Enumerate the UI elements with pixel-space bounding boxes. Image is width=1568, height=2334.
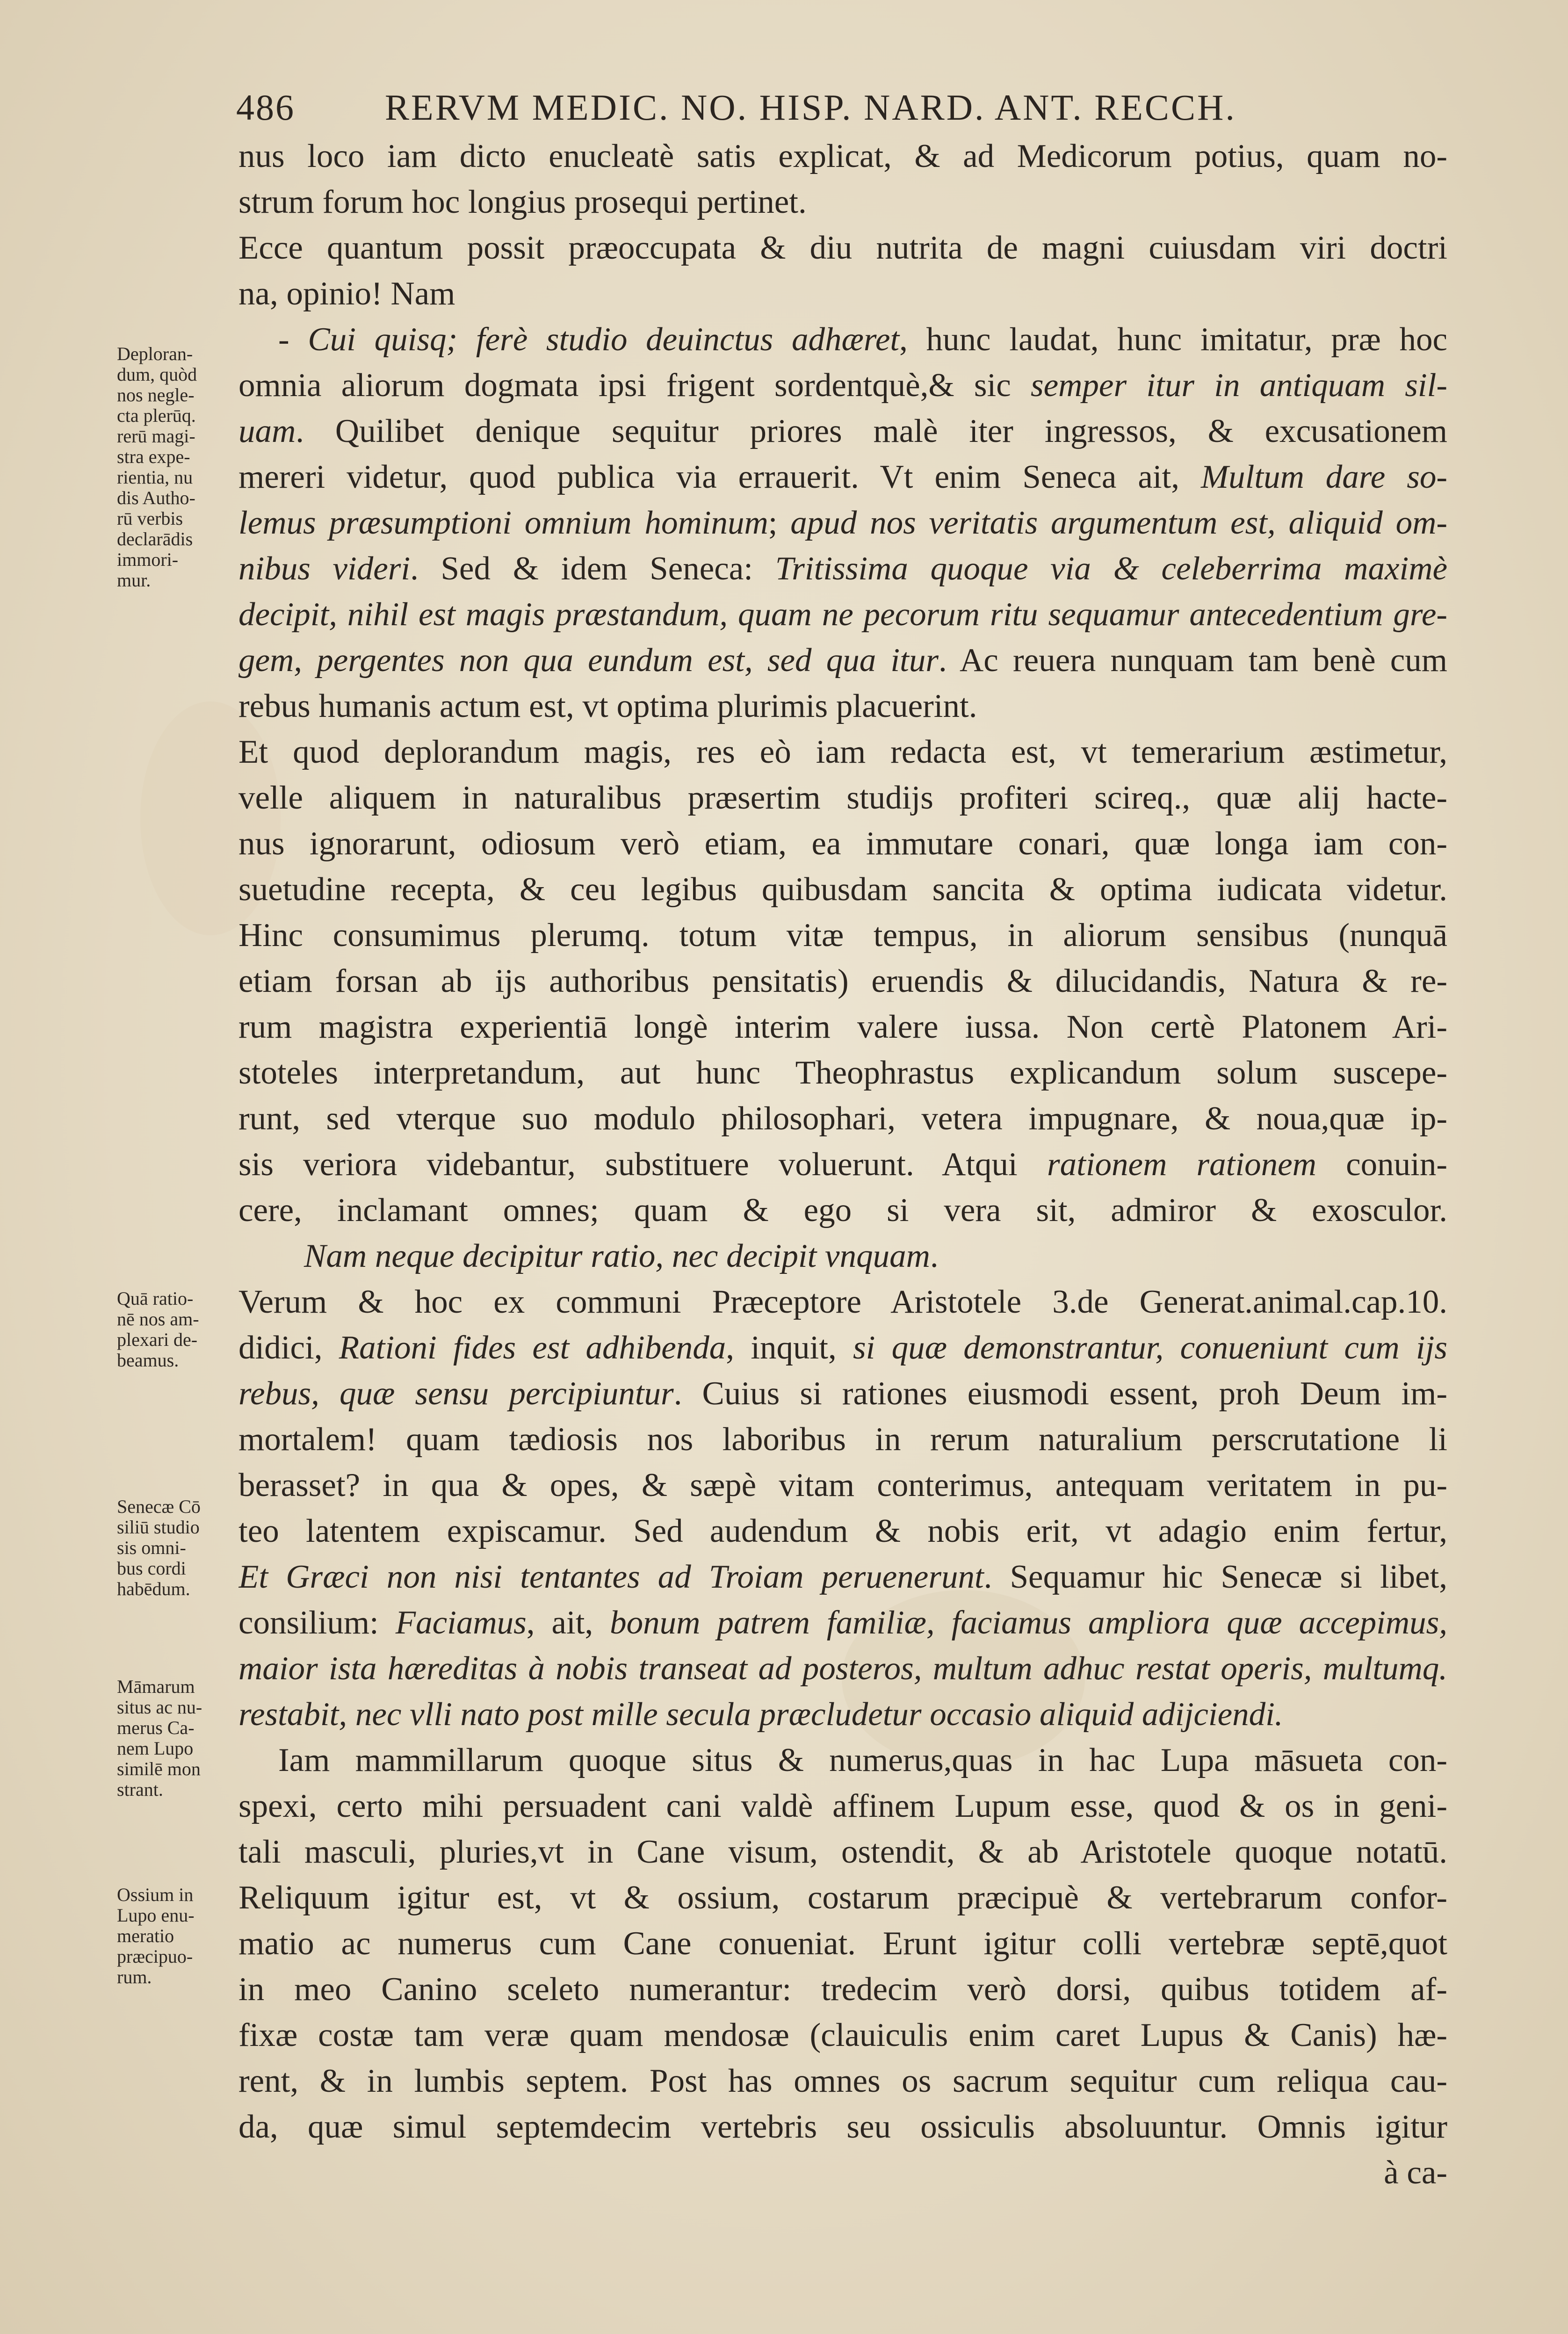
text-line	[238, 592, 1447, 637]
italic-text: Multum dare so-	[1200, 459, 1447, 495]
text-line	[238, 1142, 1447, 1187]
text-line	[238, 1508, 1447, 1554]
italic-text: bonum patrem familiæ, faciamus ampliora quæ accepimus,	[610, 1604, 1447, 1641]
text-line	[238, 1371, 1447, 1416]
text-run: -	[278, 321, 308, 358]
text-line	[238, 1554, 1447, 1600]
text-run: omnia aliorum dogmata ipsi frigent sordentquè,& sic	[238, 367, 1031, 404]
text-line	[238, 454, 1447, 500]
text-line	[238, 179, 1447, 225]
marginal-line: siliū studio	[117, 1517, 200, 1538]
text-run: mortalem! quam tædiosis nos laboribus in rerum naturalium perscrutatione li	[238, 1421, 1447, 1458]
text-run: na, opinio! Nam	[238, 275, 455, 312]
marginal-line: cta plerūq.	[117, 405, 196, 426]
text-run: da, quæ simul septemdecim vertebris seu ossiculis absoluuntur. Omnis igitur	[238, 2109, 1447, 2145]
page-header	[236, 82, 1349, 133]
text-run: . Quilibet denique sequitur priores malè iter ingressos, & excusationem	[296, 413, 1447, 449]
main-text	[238, 133, 1447, 2196]
text-run: . Ac reuera nunquam tam benè cum	[939, 642, 1447, 679]
marginal-line: nos negle-	[117, 384, 195, 405]
text-run: rum magistra experientiā longè interim valere iussa. Non certè Platonem Ari-	[238, 1009, 1447, 1045]
text-run: matio ac numerus cum Cane conueniat. Erunt igitur colli vertebræ septē,quot	[238, 1925, 1447, 1962]
text-line	[238, 1096, 1447, 1142]
marginal-line: similē mon	[117, 1758, 201, 1779]
text-run: berasset? in qua & opes, & sæpè vitam conterimus, antequam veritatem in pu-	[238, 1467, 1447, 1503]
page-number: 486	[236, 87, 295, 128]
marginal-line: Quā ratio-	[117, 1288, 194, 1309]
text-run: in meo Canino sceleto numerantur: tredecim verò dorsi, quibus totidem af-	[238, 1971, 1447, 2008]
marginal-line: Senecæ Cō	[117, 1496, 201, 1517]
marginal-line: meratio	[117, 1925, 174, 1946]
text-run: rebus humanis actum est, vt optima plurimis placuerint.	[238, 688, 977, 724]
italic-text: decipit, nihil est magis præstandum, quam ne pecorum ritu sequamur antecedentium gre-	[238, 596, 1447, 633]
text-line	[238, 1921, 1447, 1966]
italic-text: lemus præsumptioni omnium hominum	[238, 505, 768, 541]
text-run: strum forum hoc longius prosequi pertinet.	[238, 184, 807, 220]
marginal-line: merus Ca-	[117, 1717, 195, 1738]
text-line	[238, 408, 1447, 454]
text-line	[238, 912, 1447, 958]
text-line	[238, 362, 1447, 408]
marginal-note-ossium	[117, 1885, 231, 1987]
text-run: à ca-	[1384, 2154, 1447, 2191]
text-line	[238, 546, 1447, 592]
text-run: Verum & hoc ex communi Præceptore Aristotele 3.de Generat.animal.cap.10.	[238, 1284, 1447, 1320]
text-line	[238, 958, 1447, 1004]
text-run: fixæ costæ tam veræ quam mendosæ (clauiculis enim caret Lupus & Canis) hæ-	[238, 2017, 1447, 2053]
text-line	[238, 1966, 1447, 2012]
text-line	[238, 729, 1447, 775]
marginal-line: rerū magi-	[117, 426, 195, 447]
text-run: .	[930, 1238, 939, 1274]
marginal-line: rientia, nu	[117, 467, 193, 488]
marginal-line: strant.	[117, 1779, 163, 1800]
text-run: Et quod deplorandum magis, res eò iam redacta est, vt temerarium æstimetur,	[238, 734, 1447, 770]
italic-text: nibus videri	[238, 550, 411, 587]
marginal-line: stra expe-	[117, 446, 190, 467]
text-line	[238, 1187, 1447, 1233]
italic-text: rationem rationem	[1047, 1146, 1316, 1183]
italic-text: gem, pergentes non qua eundum est, sed qua itur	[238, 642, 939, 679]
italic-text: Nam neque decipitur ratio, nec decipit vnquam	[304, 1238, 930, 1274]
text-run: nus ignorarunt, odiosum verò etiam, ea immutare conari, quæ longa iam con-	[238, 825, 1447, 862]
text-line	[238, 775, 1447, 821]
text-run: Reliquum igitur est, vt & ossium, costarum præcipuè & vertebrarum confor-	[238, 1879, 1447, 1916]
marginal-line: Lupo enu-	[117, 1905, 195, 1926]
italic-text: maior ista hæreditas à nobis transeat ad posteros, multum adhuc restat operis, multumq.	[238, 1650, 1447, 1687]
italic-text: Faciamus	[395, 1604, 527, 1641]
marginal-line: rū verbis	[117, 508, 183, 529]
text-line	[238, 1050, 1447, 1096]
text-run: conuin-	[1316, 1146, 1447, 1183]
marginal-line: Māmarum	[117, 1676, 195, 1697]
text-line	[238, 225, 1447, 271]
marginal-line: nē nos am-	[117, 1308, 199, 1330]
italic-text: rebus, quæ sensu percipiuntur	[238, 1375, 674, 1412]
marginal-line: habēdum.	[117, 1578, 190, 1599]
text-run: , hunc laudat, hunc imitatur, præ hoc	[899, 321, 1447, 358]
marginal-line: dis Autho-	[117, 487, 195, 508]
marginal-note-rationem	[117, 1288, 231, 1371]
italic-text: semper itur in antiquam sil-	[1031, 367, 1447, 404]
text-run: Hinc consumimus plerumq. totum vitæ tempus, in aliorum sensibus (nunquā	[238, 917, 1447, 954]
text-line	[238, 317, 1447, 362]
italic-text: apud nos veritatis argumentum est, aliquid om-	[790, 505, 1447, 541]
text-line	[238, 1829, 1447, 1875]
text-line	[238, 271, 1447, 317]
marginal-note-deplorandum	[117, 344, 231, 591]
text-line	[238, 1004, 1447, 1050]
text-run: consilium:	[238, 1604, 396, 1641]
text-run: mereri videtur, quod publica via errauerit. Vt enim Seneca ait,	[238, 459, 1201, 495]
text-run: etiam forsan ab ijs authoribus pensitatis) eruendis & dilucidandis, Natura & re-	[238, 963, 1447, 999]
italic-text: restabit, nec vlli nato post mille secula præcludetur occasio aliquid adijciendi.	[238, 1696, 1283, 1733]
text-run: , inquit,	[726, 1330, 853, 1366]
text-line	[238, 133, 1447, 179]
text-line	[238, 1691, 1447, 1737]
text-run: nus loco iam dicto enucleatè satis explicat, & ad Medicorum potius, quam no-	[238, 138, 1447, 174]
text-line	[238, 1646, 1447, 1691]
text-run: Iam mammillarum quoque situs & numerus,quas in hac Lupa māsueta con-	[278, 1742, 1447, 1778]
marginal-line: rum.	[117, 1966, 152, 1987]
text-run: . Sed & idem Seneca:	[410, 550, 775, 587]
marginal-line: situs ac nu-	[117, 1697, 202, 1718]
text-run: teo latentem expiscamur. Sed audendum & nobis erit, vt adagio enim fertur,	[238, 1513, 1447, 1549]
italic-text: Cui quisq; ferè studio deuinctus adhæret	[308, 321, 900, 358]
marginal-line: plexari de-	[117, 1329, 198, 1350]
marginal-line: immori-	[117, 549, 179, 570]
text-run: cere, inclamant omnes; quam & ego si vera sit, admiror & exosculor.	[238, 1192, 1447, 1228]
text-run: Ecce quantum possit præoccupata & diu nutrita de magni cuiusdam viri doctri	[238, 230, 1447, 266]
marginal-line: declarādis	[117, 528, 193, 549]
text-run: tali masculi, pluries,vt in Cane visum, ostendit, & ab Aristotele quoque notatū.	[238, 1834, 1447, 1870]
text-run: suetudine recepta, & ceu legibus quibusdam sancita & optima iudicata videtur.	[238, 871, 1447, 908]
text-run: , ait,	[526, 1604, 610, 1641]
text-run: rent, & in lumbis septem. Post has omnes os sacrum sequitur cum reliqua cau-	[238, 2063, 1447, 2099]
text-run: sis veriora videbantur, substituere voluerunt. Atqui	[238, 1146, 1047, 1183]
marginal-line: Ossium in	[117, 1884, 194, 1905]
text-line	[238, 1600, 1447, 1646]
text-line	[238, 637, 1447, 683]
text-line	[238, 1233, 1447, 1279]
marginal-line: mur.	[117, 570, 151, 591]
italic-text: uam	[238, 413, 296, 449]
marginal-line: Deploran-	[117, 343, 193, 364]
text-run: runt, sed vterque suo modulo philosophari, vetera impugnare, & noua,quæ ip-	[238, 1100, 1447, 1137]
text-line	[238, 500, 1447, 546]
marginal-line: beamus.	[117, 1350, 179, 1371]
text-run: velle aliquem in naturalibus præsertim studijs profiteri scireq., quæ alij hacte-	[238, 780, 1447, 816]
text-run: . Sequamur hic Senecæ si libet,	[983, 1559, 1447, 1595]
italic-text: Et Græci non nisi tentantes ad Troiam peruenerunt	[238, 1559, 984, 1595]
text-line	[238, 1279, 1447, 1325]
marginal-line: dum, quòd	[117, 364, 197, 385]
text-line	[238, 2150, 1447, 2196]
marginal-line: præcipuo-	[117, 1946, 193, 1967]
italic-text: si quæ demonstrantur, conueniunt cum ijs	[853, 1330, 1447, 1366]
italic-text: Tritissima quoque via & celeberrima maximè	[775, 550, 1447, 587]
marginal-line: bus cordi	[117, 1558, 186, 1579]
marginal-line: sis omni-	[117, 1537, 186, 1558]
text-line	[238, 683, 1447, 729]
text-line	[238, 1462, 1447, 1508]
running-title: RERVM MEDIC. NO. HISP. NARD. ANT. RECCH.	[385, 87, 1236, 128]
text-line	[238, 867, 1447, 912]
text-run: ;	[768, 505, 791, 541]
text-line	[238, 2012, 1447, 2058]
text-line	[238, 821, 1447, 867]
marginal-line: nem Lupo	[117, 1738, 194, 1759]
text-line	[238, 1875, 1447, 1921]
italic-text: Rationi fides est adhibenda	[339, 1330, 726, 1366]
text-line	[238, 1737, 1447, 1783]
text-run: spexi, certo mihi persuadent cani valdè affinem Lupum esse, quod & os in geni-	[238, 1788, 1447, 1824]
text-line	[238, 1783, 1447, 1829]
text-run: didici,	[238, 1330, 339, 1366]
text-line	[238, 1325, 1447, 1371]
text-run: . Cuius si rationes eiusmodi essent, proh Deum im-	[673, 1375, 1447, 1412]
text-line	[238, 2104, 1447, 2150]
text-line	[238, 2058, 1447, 2104]
text-line	[238, 1416, 1447, 1462]
marginal-note-seneca	[117, 1496, 231, 1599]
text-run: stoteles interpretandum, aut hunc Theophrastus explicandum solum suscepe-	[238, 1055, 1447, 1091]
marginal-note-mammarum	[117, 1676, 231, 1800]
